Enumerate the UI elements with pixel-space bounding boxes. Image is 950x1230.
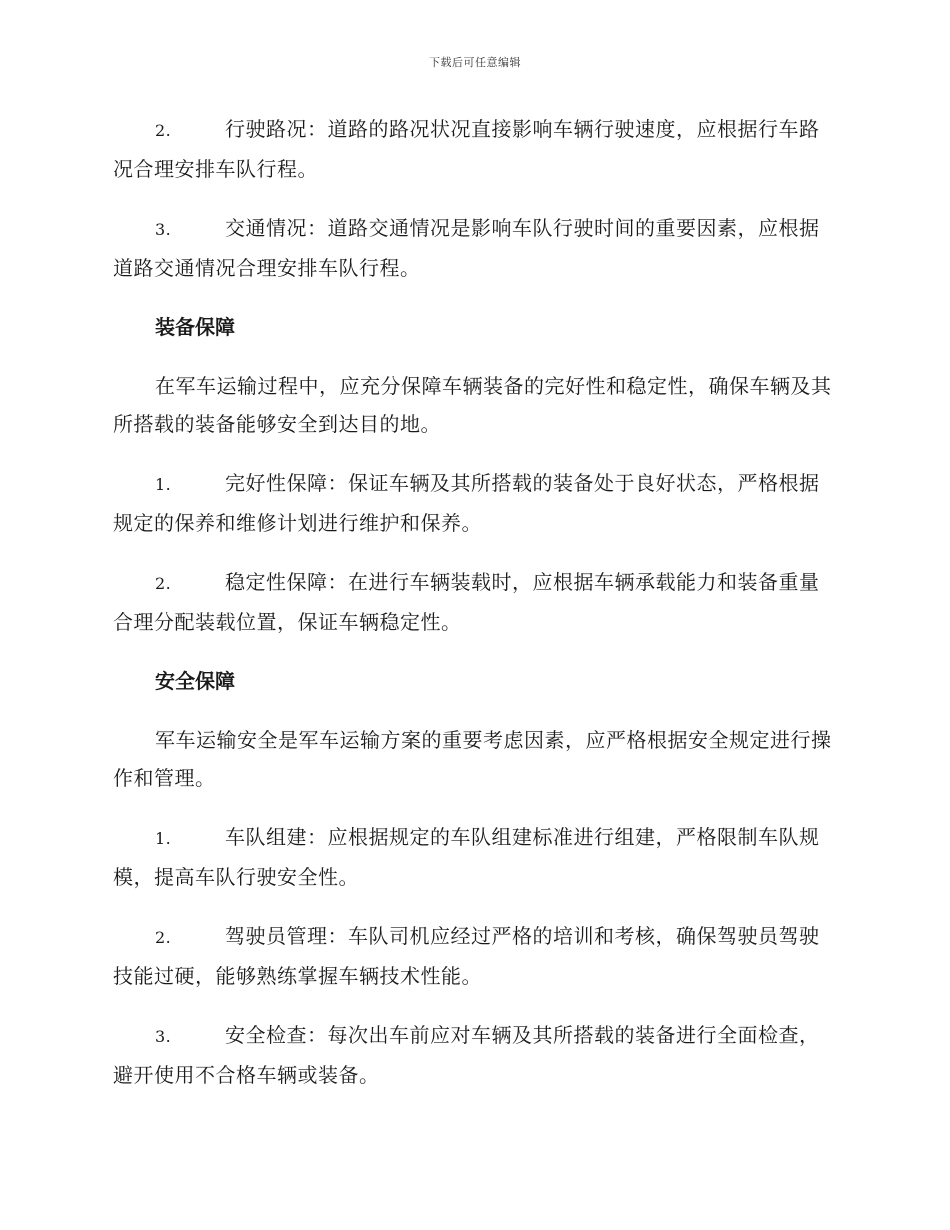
- list-item-number: 1.: [155, 829, 172, 848]
- list-item: [113, 818, 835, 896]
- section-intro-safety: 军车运输安全是军车运输方案的重要考虑因素，应严格根据安全规定进行操作和管理。: [113, 728, 832, 790]
- section-intro-equipment: 在军车运输过程中，应充分保障车辆装备的完好性和稳定性，确保车辆及其所搭载的装备能够安全到达目的地。: [113, 374, 832, 436]
- list-item-number: 3.: [155, 1027, 172, 1046]
- list-item-text: 交通情况：道路交通情况是影响车队行驶时间的重要因素，应根据道路交通情况合理安排车队行程。: [113, 216, 820, 280]
- list-item-number: 2.: [155, 928, 172, 947]
- list-item: [113, 563, 835, 641]
- list-item-text: 行驶路况：道路的路况状况直接影响车辆行驶速度，应根据行车路况合理安排车队行程。: [113, 117, 820, 181]
- list-item-number: 1.: [155, 475, 172, 494]
- section-heading-safety: 安全保障: [155, 669, 235, 693]
- section-heading-equipment: 装备保障: [155, 315, 235, 339]
- list-item-text: 驾驶员管理：车队司机应经过严格的培训和考核，确保驾驶员驾驶技能过硬，能够熟练掌握车辆技术性能。: [113, 924, 820, 988]
- list-item-text: 车队组建：应根据规定的车队组建标准进行组建，严格限制车队规模，提高车队行驶安全性。: [113, 825, 820, 889]
- document-body: [113, 110, 835, 1115]
- list-item-text: 安全检查：每次出车前应对车辆及其所搭载的装备进行全面检查，避开使用不合格车辆或装备。: [113, 1023, 820, 1087]
- list-item: [113, 110, 835, 188]
- list-item: [113, 1016, 835, 1094]
- list-item: [113, 917, 835, 995]
- list-item-text: 完好性保障：保证车辆及其所搭载的装备处于良好状态，严格根据规定的保养和维修计划进行维护和保养。: [113, 471, 820, 535]
- list-item-number: 2.: [155, 574, 172, 593]
- list-item: [113, 464, 835, 542]
- list-item-number: 3.: [155, 220, 172, 239]
- page-header: 下载后可任意编辑: [429, 56, 521, 69]
- list-item-text: 稳定性保障：在进行车辆装载时，应根据车辆承载能力和装备重量合理分配装载位置，保证车辆稳定性。: [113, 570, 820, 634]
- list-item-number: 2.: [155, 121, 172, 140]
- list-item: [113, 209, 835, 287]
